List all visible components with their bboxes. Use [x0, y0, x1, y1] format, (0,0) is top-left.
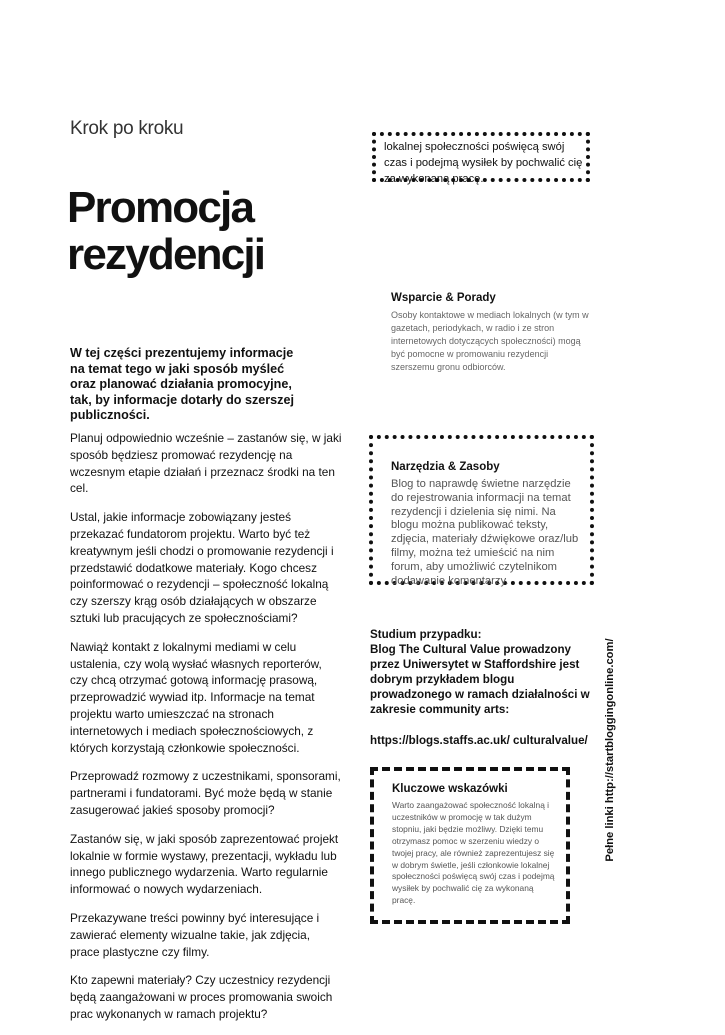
continued-tip-text: lokalnej społeczności poświęcą swój czas i podejmą wysiłek by pochwalić cię za wykonaną pracę.: [384, 141, 583, 185]
body-paragraph: Kto zapewni materiały? Czy uczestnicy rezydencji będą zaangażowani w proces promowania swoich prac wykonanych w ramach projektu?: [70, 973, 333, 1021]
body-column: [70, 430, 342, 1035]
body-paragraph: Ustal, jakie informacje zobowiązany jesteś przekazać fundatorom projektu. Warto być też kreatywnym jeśli chodzi o promowanie rezydencji i przedstawić dodatkowe materiały. Kogo chcesz poinformować o rezydencji – społeczność lokalną czy szerszy krąg osób działających w obszarze sztuki lub pracujących ze społecznościami?: [70, 510, 334, 625]
lead-paragraph: W tej części prezentujemy informacje na temat tego w jaki sposób myśleć oraz planować działania promocyjne, tak, by informacje dotarły do szerszej publiczności.: [70, 346, 294, 422]
title-line-1: Promocja: [67, 183, 254, 232]
support-heading: Wsparcie & Porady: [391, 292, 496, 304]
support-section: [391, 292, 591, 374]
key-tips-heading: Kluczowe wskazówki: [392, 783, 508, 795]
tools-text: Blog to naprawdę świetne narzędzie do rejestrowania informacji na temat rezydencji i dzielenia się nimi. Na blogu można publikować teksty, zdjęcia, materiały dźwiękowe oraz/lub filmy, można też umieścić na nim forum, aby umożliwić czytelnikom dodawanie komentarzy.: [391, 478, 579, 587]
tools-heading: Narzędzia & Zasoby: [391, 461, 500, 473]
body-paragraph: Przeprowadź rozmowy z uczestnikami, sponsorami, partnerami i fundatorami. Być może będą w stanie zasugerować jakieś sposoby promocji?: [70, 769, 341, 817]
case-study-link[interactable]: https://blogs.staffs.ac.uk/ culturalvalue/: [370, 734, 588, 747]
key-tips-text: Warto zaangażować społeczność lokalną i uczestników w promocję w tak dużym stopniu, jaki będzie możliwy. Dzięki temu otrzymasz pomoc w szerzeniu wiedzy o twojej pracy, ale również zaprezentujesz się w dobrym świetle, jeśli członkowie lokalnej społeczności poświęcą swój czas i podejmą wysiłek by pochwalić cię za wykonaną pracę.: [392, 800, 555, 906]
vertical-link-area: [530, 620, 690, 880]
page-title: [67, 184, 327, 278]
body-paragraph: Nawiąż kontakt z lokalnymi mediami w celu ustalenia, czy wolą wysłać własnych reporterów, czy chcą otrzymać gotową informację prasową, przeprowadzić wywiad itp. Informacje na temat projektu warto umieszczać na stronach internetowych i mediach społecznościowych, z których korzystają członkowie społeczności.: [70, 639, 322, 755]
case-study-heading: Studium przypadku:: [370, 628, 482, 641]
full-links-vertical[interactable]: Pełne linki http://startbloggingonline.com/: [604, 638, 616, 862]
tools-box: [369, 435, 594, 585]
section-kicker: Krok po kroku: [70, 118, 184, 139]
case-study-text: Blog The Cultural Value prowadzony przez Uniwersytet w Staffordshire jest dobrym przykładem blogu prowadzonego w ramach działalności w zakresie community arts:: [370, 643, 590, 716]
title-line-2: rezydencji: [67, 230, 265, 279]
body-paragraph: Zastanów się, w jaki sposób zaprezentować projekt lokalnie w formie wystawy, prezentacji, wykładu lub innego publicznego wydarzenia. Warto regularnie informować o nowych wydarzeniach.: [70, 831, 339, 897]
continued-tip-box: [372, 132, 590, 185]
support-text: Osoby kontaktowe w mediach lokalnych (w tym w gazetach, periodykach, w radio i ze stron internetowych dotyczących społeczności) mogą być pomocne w promowaniu rezydencji szerszemu gronu odbiorców.: [391, 310, 589, 372]
body-paragraph: Przekazywane treści powinny być interesujące i zawierać elementy wizualne takie, jak zdjęcia, prace plastyczne czy filmy.: [70, 910, 320, 959]
body-paragraph: Planuj odpowiednio wcześnie – zastanów się, w jaki sposób będziesz promować rezydencję na wczesnym etapie działań i przeznacz środki na ten cel.: [70, 431, 342, 496]
